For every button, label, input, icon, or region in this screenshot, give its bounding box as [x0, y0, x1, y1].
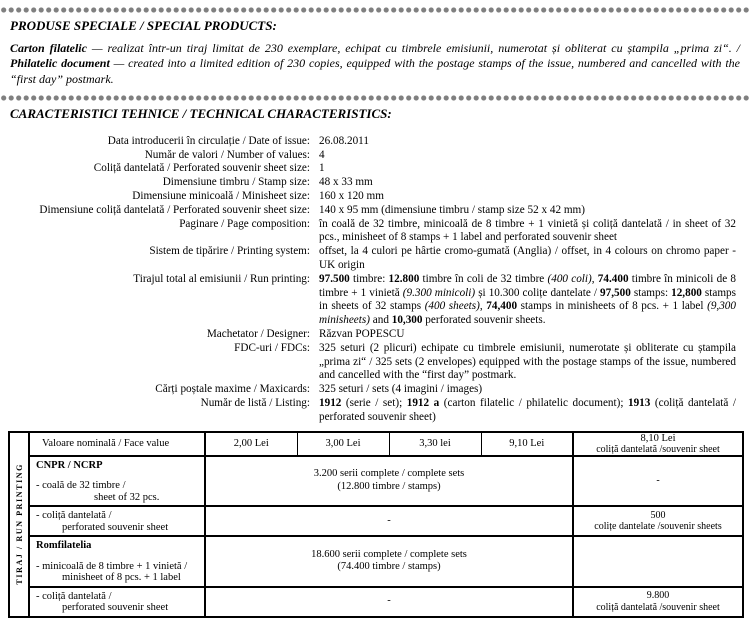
row-last-cell-empty	[573, 536, 743, 587]
spec-label: Dimensiune coliță dantelată / Perforated souvenir sheet size:	[39, 203, 310, 216]
spec-row-minisheet-size	[10, 190, 738, 204]
mid-line: (74.400 timbre / stamps)	[337, 561, 441, 573]
group-name-cnpr: CNPR / NCRP	[36, 459, 103, 471]
group-name-romfilatelia: Romfilatelia	[36, 540, 92, 552]
mid-line: -	[387, 595, 391, 607]
spec-label: Coliță dantelată / Perforated souvenir sheet size:	[93, 162, 310, 175]
row-label-cell	[29, 506, 205, 536]
spec-value: 48 x 33 mm	[319, 176, 373, 189]
table-row-cnpr-sheet	[9, 456, 743, 507]
item-line: minisheet of 8 pcs. + 1 label	[62, 572, 181, 584]
side-label-tiraj: TIRAJ / RUN PRINTING	[14, 463, 24, 585]
spec-row-printing-system	[10, 245, 738, 273]
item-line: - coliță dantelată /	[36, 510, 112, 522]
item-line: - coliță dantelată /	[36, 590, 112, 602]
spec-label: FDC-uri / FDCs:	[234, 341, 310, 354]
spec-label: Data introducerii în circulație / Date of issue:	[107, 134, 310, 147]
row-mid-cell	[205, 587, 573, 617]
spec-row-designer	[10, 328, 738, 342]
dotted-divider-middle	[0, 95, 750, 101]
special-products-section	[0, 18, 750, 87]
spec-row-maxicards	[10, 383, 738, 397]
row-last-cell	[573, 456, 743, 507]
row-label-cell	[29, 456, 205, 507]
row-label-cell	[29, 536, 205, 587]
spec-value: 140 x 95 mm (dimensiune timbru / stamp size 52 x 42 mm)	[319, 203, 585, 216]
table-row-romfilatelia-souvenir	[9, 587, 743, 617]
spec-row-date-of-issue	[10, 135, 738, 149]
table-row-cnpr-souvenir	[9, 506, 743, 536]
dotted-divider-top	[0, 7, 750, 13]
last-line: coliță dantelată /souvenir sheet	[596, 601, 720, 613]
last-line: 9.800	[646, 590, 670, 602]
spec-row-run-printing	[10, 273, 738, 328]
spec-label: Număr de valori / Number of values:	[144, 148, 310, 161]
spec-label: Dimensiune minicoală / Minisheet size:	[132, 190, 310, 203]
item-line: - minicoală de 8 timbre + 1 vinietă /	[36, 560, 188, 572]
row-last-cell	[573, 506, 743, 536]
spec-label: Cărți poștale maxime / Maxicards:	[155, 383, 310, 396]
last-line: colițe dantelate /souvenir sheets	[594, 521, 722, 533]
header-col-3-30-lei: 3,30 lei	[389, 432, 481, 456]
item-line: - coală de 32 timbre /	[36, 480, 126, 492]
special-products-paragraph: Carton filatelic — realizat într-un tiraj limitat de 230 exemplare, echipat cu timbrele emisiunii, numerotat și obliterat cu ștampila „prima zi“. / Philatelic document — created into a limited edition of 230 copies, equipped with the postage stamps of the issue, numbered and cancelled with the “first day” postmark.	[10, 41, 741, 86]
spec-value: în coală de 32 timbre, minicoală de 8 timbre + 1 vinietă și coliță dantelată / in sheet of 32 pcs., minisheet of 8 stamps + 1 label and perforated souvenir sheet	[319, 217, 736, 244]
spec-value: 325 seturi / sets (4 imagini / images)	[319, 383, 483, 396]
item-line: sheet of 32 pcs.	[94, 491, 160, 503]
table-header-row	[9, 432, 743, 456]
spec-value: 26.08.2011	[319, 134, 369, 147]
spec-label: Dimensiune timbru / Stamp size:	[162, 176, 310, 189]
header-col-9-10-lei: 9,10 Lei	[481, 432, 573, 456]
spec-label: Număr de listă / Listing:	[200, 397, 310, 410]
spec-value: 4	[319, 148, 325, 161]
technical-section	[0, 106, 750, 425]
row-label-cell	[29, 587, 205, 617]
special-products-title: PRODUSE SPECIALE / SPECIAL PRODUCTS:	[10, 18, 277, 33]
item-line: perforated souvenir sheet	[62, 602, 169, 614]
header-col-3-00-lei: 3,00 Lei	[297, 432, 389, 456]
mid-line: 18.600 serii complete / complete sets	[311, 548, 467, 560]
spec-value: 1912 (serie / set); 1912 a (carton filatelic / philatelic document); 1913 (coliță dantelată / perforated souvenir sheet)	[319, 397, 737, 423]
spec-row-listing	[10, 397, 738, 425]
spec-value: 160 x 120 mm	[319, 190, 384, 203]
technical-title: CARACTERISTICI TEHNICE / TECHNICAL CHARACTERISTICS:	[10, 105, 392, 121]
header-col-souvenir-sheet	[573, 432, 743, 456]
spec-row-number-of-values	[10, 149, 738, 163]
print-run-table	[8, 431, 744, 618]
row-mid-cell	[205, 506, 573, 536]
header-face-value: Valoare nominală / Face value	[29, 432, 205, 456]
header-souvenir-desc: coliță dantelată /souvenir sheet	[596, 443, 720, 455]
spec-row-stamp-size	[10, 176, 738, 190]
philatelic-document-page	[0, 7, 750, 614]
spec-list	[10, 135, 742, 425]
row-last-cell	[573, 587, 743, 617]
table-row-romfilatelia-minisheet	[9, 536, 743, 587]
spec-label: Tirajul total al emisiunii / Run printing:	[133, 272, 310, 285]
spec-label: Machetator / Designer:	[206, 328, 310, 341]
header-col-2-00-lei: 2,00 Lei	[205, 432, 297, 456]
spec-row-page-composition	[10, 218, 738, 246]
last-line: 500	[650, 509, 666, 521]
spec-value: 97.500 timbre: 12.800 timbre în coli de 32 timbre (400 coli), 74.400 timbre în minicoli de 8 timbre + 1 vinietă (9.300 minicoli) și 10.300 colițe dantelate / 97,500 stamps: 12,800 stamps in sheets of 32 stamps (400 sheets), 74,400 stamps in minisheets of 8 pcs. + 1 label (9,300 minisheets) and 10,300 perforated souvenir sheets.	[319, 272, 737, 327]
spec-label: Sistem de tipărire / Printing system:	[149, 245, 310, 258]
item-line: perforated souvenir sheet	[62, 521, 169, 533]
spec-row-fdcs	[10, 342, 738, 383]
spec-row-souvenir-sheet-size	[10, 204, 738, 218]
last-line: -	[656, 475, 660, 487]
header-souvenir-value: 8,10 Lei	[640, 432, 676, 444]
mid-line: (12.800 timbre / stamps)	[337, 480, 441, 492]
spec-value: Răzvan POPESCU	[319, 328, 405, 341]
spec-row-souvenir-sheet-count	[10, 162, 738, 176]
row-mid-cell	[205, 456, 573, 507]
spec-value: 1	[319, 162, 325, 175]
spec-value: 325 seturi (2 plicuri) echipate cu timbrele emisiunii, numerotate și obliterate cu ștampila „prima zi“ / 325 sets (2 envelopes) equipped with the postage stamps of the issue, numbered and cancelled with the “first day” postmark.	[319, 341, 736, 382]
mid-line: -	[387, 514, 391, 526]
spec-value: offset, la 4 culori pe hârtie cromo-gumată (Anglia) / offset, in 4 colours on chromo paper - UK origin	[319, 245, 736, 272]
mid-line: 3.200 serii complete / complete sets	[313, 468, 465, 480]
spec-label: Paginare / Page composition:	[179, 217, 310, 230]
row-mid-cell	[205, 536, 573, 587]
